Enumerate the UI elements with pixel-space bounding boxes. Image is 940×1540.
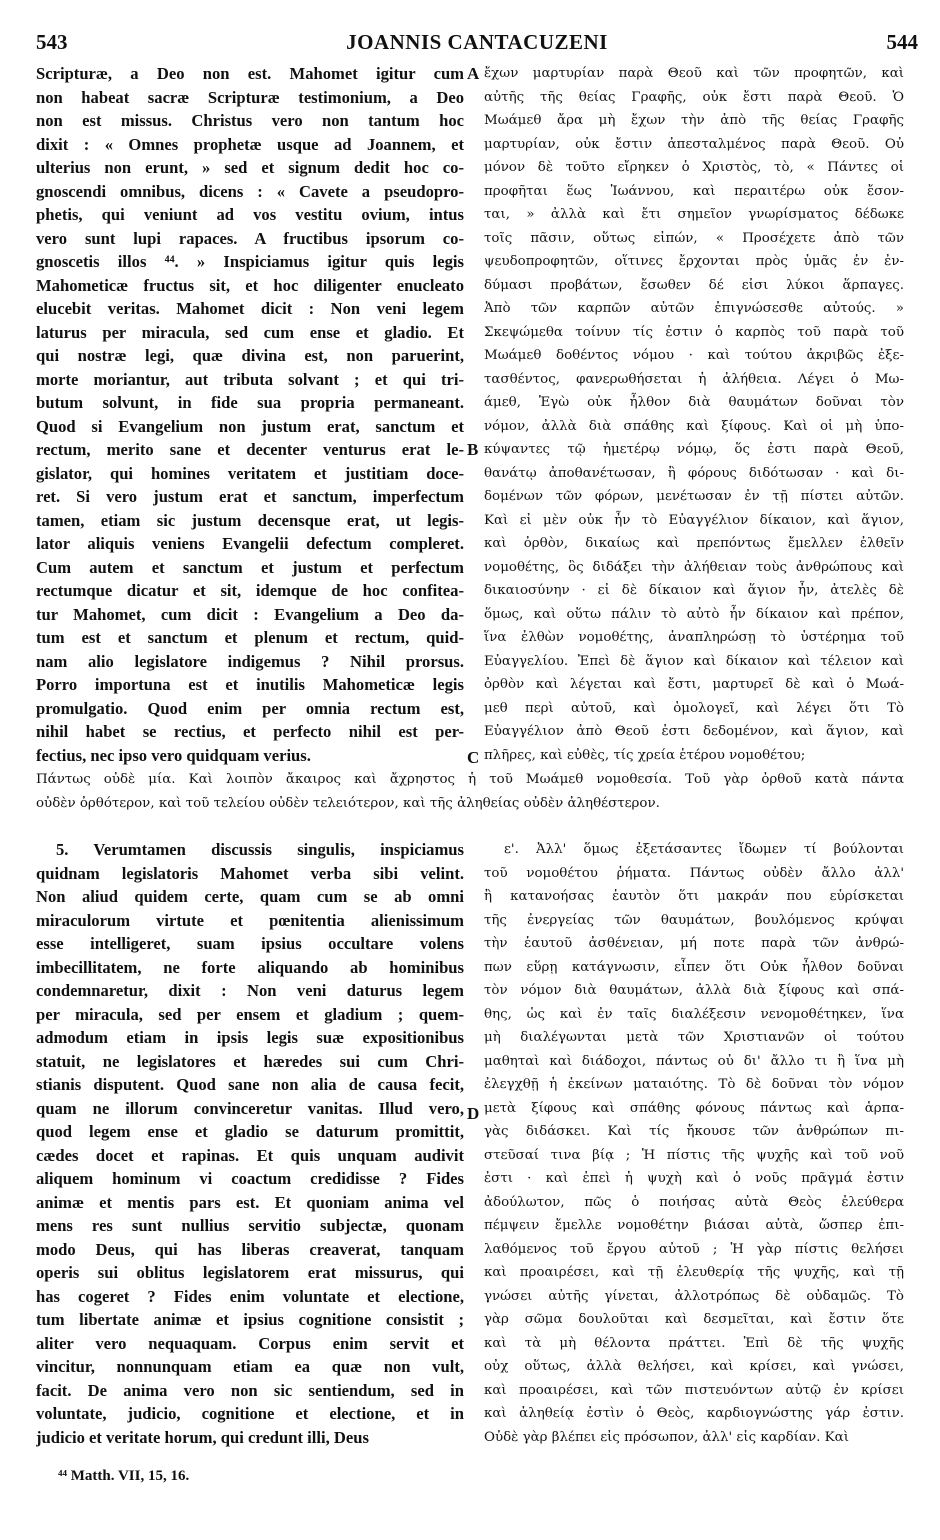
text-line: miraculorum virtute et pœnitentia alienissimum — [36, 910, 464, 930]
text-line: judicio et veritate horum, qui credunt illi, Deus — [36, 1427, 369, 1447]
page-number-right: 544 — [886, 30, 918, 54]
text-line: butum solvunt, in fide sua propria permaneant. — [36, 393, 464, 412]
text-line: τὸν νόμον διὰ θαυμάτων, ἀλλὰ διὰ ξίφους καὶ σπά- — [484, 983, 904, 998]
text-line: Σκεψώμεθα τοίνυν τίς ἐστιν ὁ καρπὸς τοῦ παρὰ τοῦ — [484, 324, 904, 340]
text-line: modo Deus, qui has liberas creaverat, tanquam — [36, 1239, 464, 1259]
margin-marker-b: B — [467, 440, 479, 459]
text-line: θανάτῳ ἀποθανέτωσαν, ἢ φόρους διδότωσαν · καὶ δι- — [484, 465, 904, 481]
text-line: has cogeret ? Fides enim voluntate et electione, — [36, 1286, 464, 1306]
text-line: 5. Verumtamen discussis singulis, inspiciamus — [56, 840, 464, 859]
text-line: αὐτῆς τῆς θείας Γραφῆς, οὐκ ἔστι παρὰ Θεοῦ. Ὁ — [484, 89, 904, 105]
text-line: καὶ τὰ μὴ θέλοντα πράττει. Ἐπὶ δὲ τῆς ψυχῆς — [484, 1335, 904, 1351]
text-line: fectius, nec ipso vero quidquam verius. — [36, 745, 311, 765]
text-line: quod legem ense et gladio se daturum promittit, — [36, 1122, 464, 1141]
text-line: ὀρθὸν καὶ λέγεται καὶ ἔστι, μαρτυρεῖ δὲ καὶ ὁ Μωά- — [484, 677, 904, 692]
text-line: condemnaretur, dixit : Non veni daturus legem — [36, 981, 464, 1000]
text-line: πλῆρες, καὶ εὐθὲς, τίς χρεία ἑτέρου νομοθέτου; — [484, 747, 806, 763]
footnote: ⁴⁴ Matth. VII, 15, 16. — [58, 1468, 190, 1484]
text-line: γνώσει αὐτῆς γίνεται, ἀλλοτρόπως δὲ οὐδαμῶς. Τὸ — [484, 1288, 904, 1304]
text-line: tamen, etiam sic justum decensque erat, ut legis- — [36, 510, 464, 530]
text-line: καὶ προαιρέσει, καὶ τῇ ἐλευθερίᾳ τῆς ψυχῆς, καὶ τῇ — [484, 1265, 904, 1280]
text-line: voluntate, judicio, cognitione et electione, et in — [36, 1404, 464, 1423]
text-line: Εὐαγγέλιον ἀπὸ Θεοῦ ἐστι δεδομένον, καὶ ἅγιον, καὶ — [484, 724, 904, 739]
text-line: μαθηταὶ καὶ διάδοχοι, πάντως οὐ δι' ἄλλο τι ἢ ἵνα μὴ — [484, 1053, 904, 1069]
text-line: elucebit veritas. Mahomet dicit : Non veni legem — [36, 299, 464, 318]
text-line: τῆς ἐνεργείας τῶν θαυμάτων, βουλόμενος κρύψαι — [484, 912, 904, 928]
text-line: καὶ ὀρθὸν, δικαίως καὶ πρεπόντως ἔμελλεν ἐλθεῖν — [484, 536, 904, 551]
margin-marker-a: A — [467, 64, 480, 83]
text-line: ret. Si vero justum erat et sanctum, imperfectum — [36, 487, 464, 506]
text-line: ulterius non erunt, » sed et signum dedit hoc co- — [36, 158, 464, 177]
page-header — [36, 30, 918, 58]
text-line: morte moriantur, aut tributa solvant ; et qui tri- — [36, 369, 464, 389]
text-line: admodum etiam in ipsis legis suæ expositionibus — [36, 1028, 464, 1047]
text-line: τοῖς πᾶσιν, οὕτως εἰπών, « Προσέχετε ἀπὸ τῶν — [484, 230, 904, 246]
text-line: gislator, qui homines veritatem et justitiam doce- — [36, 463, 464, 483]
text-line: quam ne illorum convinceretur vanitas. Illud vero, — [36, 1098, 464, 1118]
text-line: τοῦ νομοθέτου ῥήματα. Πάντως οὐδὲν ἄλλο ἀλλ' — [484, 865, 904, 881]
text-line: stianis disputent. Quod sane non alia de causa fecit, — [36, 1075, 464, 1094]
text-line: gnoscetis illos ⁴⁴. » Inspiciamus igitur quis legis — [36, 252, 464, 271]
text-line: gnoscendi omnibus, dicens : « Cavete a pseudopro- — [36, 181, 464, 201]
text-line: θης, ὡς καὶ ἐν ταῖς διαλέξεσιν νενομοθέτηκεν, ἵνα — [484, 1006, 904, 1022]
text-line: rectum, merito sane et decenter venturus erat le- — [36, 440, 464, 459]
text-line: quidnam legislatoris Mahomet verba sibi velint. — [36, 863, 464, 883]
margin-marker-c: C — [467, 748, 480, 767]
text-line: δικαιοσύνην · εἰ δὲ δίκαιον καὶ ἅγιον ἦν, ἀτελὲς δὲ — [484, 583, 904, 598]
running-title: JOANNIS CANTACUZENI — [346, 30, 608, 54]
text-line: άμεθ, Ἐγὼ οὐκ ἦλθον διὰ θαυμάτων δοῦναι τὸν — [484, 395, 904, 410]
text-line: μετὰ ξίφους καὶ σπάθης φόνους πάντως καὶ ἁρπα- — [484, 1100, 904, 1116]
text-line: πέμψειν ἔμελλε νομοθέτην βιάσαι αὐτὰ, ὥσπερ ἐπι- — [484, 1218, 904, 1233]
text-line: statuit, ne legislatores et hæredes sui cum Chri- — [36, 1051, 464, 1071]
text-line: γὰρ σῶμα δουλοῦται καὶ δεσμεῖται, καὶ ἔστιν ὅτε — [484, 1312, 904, 1327]
text-line: nam alio legislatore indigemus ? Nihil prorsus. — [36, 651, 464, 671]
text-line: Cum autem et sanctum et justum et perfectum — [36, 557, 464, 577]
text-line: operis sui oblitus legislatorem erat missurus, qui — [36, 1263, 464, 1282]
greek-full-width-text — [36, 768, 904, 815]
text-line: mens res sunt nullius servitio subjectæ, quonam — [36, 1216, 464, 1235]
text-line: γὰς διδάσκει. Καὶ τίς ἤκουσε τῶν ἀνθρώπων πι- — [484, 1124, 904, 1139]
text-line: Πάντως οὐδὲ μία. Καὶ λοιπὸν ἄκαιρος καὶ ἄχρηστος ἡ τοῦ Μωάμεθ νομοθεσία. Τοῦ γὰρ ὀρθοῦ κατὰ πάντα — [36, 772, 904, 787]
text-line: aliter vero nequaquam. Corpus enim servit et — [36, 1333, 464, 1353]
text-line: τὴν ἑαυτοῦ ἀσθένειαν, μή ποτε παρὰ τῶν ἀνθρώ- — [484, 936, 904, 951]
text-line: esse intelligeret, suam ipsius occultare volens — [36, 934, 464, 953]
text-line: laturus per miracula, sed cum ense et gladio. Et — [36, 322, 464, 342]
text-line: Non aliud quidem certe, quam cum se ab omni — [36, 887, 464, 906]
text-line: nihil habet se rectius, et perfecto nihil est per- — [36, 722, 464, 741]
text-line: vincitur, nonnunquam etiam ea quæ non vult, — [36, 1357, 464, 1376]
text-line: lator aliquis veniens Evangelii defectum compleret. — [36, 534, 464, 553]
text-line: νομοθέτης, ὃς διδάξει τὴν ἀλήθειαν τοὺς ἀνθρώπους καὶ — [484, 559, 904, 575]
text-line: Mahometicæ fructus sit, et hoc diligenter enucleato — [36, 275, 464, 295]
text-line: οὐδὲν ὀρθότερον, καὶ τοῦ τελείου οὐδὲν τελειότερον, καὶ τῆς ἀληθείας οὐδὲν ἀληθέστερον. — [36, 795, 660, 811]
text-line: κύψαντες τῷ ἡμετέρῳ νόμῳ, ὅς ἐστι παρὰ Θεοῦ, — [484, 442, 904, 457]
text-line: aliquem hominum vi coactum credidisse ? Fides — [36, 1169, 464, 1188]
text-line: ὅμως, καὶ οὕτω πάλιν τὸ αὐτὸ ἦν δίκαιον καὶ πρέπον, — [484, 606, 904, 622]
text-line: καὶ ἀληθείᾳ ἐστὶν ὁ Θεὸς, καρδιογνώστης γάρ ἐστιν. — [484, 1406, 904, 1421]
greek-column-lower — [484, 838, 904, 1449]
text-line: τασθέντος, φανερωθήσεται ἡ ἀλήθεια. Λέγει ὁ Μω- — [484, 371, 904, 387]
text-line: dixit : « Omnes prophetæ usque ad Joannem, et — [36, 134, 464, 154]
text-line: Εὐαγγελίου. Ἐπεὶ δὲ ἅγιον καὶ δίκαιον καὶ τέλειον καὶ — [484, 653, 904, 669]
text-line: ἐστι · καὶ ἐπεὶ ἡ ψυχὴ καὶ ὁ νοῦς πρᾶγμά ἐστιν — [484, 1171, 904, 1186]
text-line: tur Mahomet, cum dicit : Evangelium a Deo da- — [36, 604, 464, 624]
text-line: ἀδούλωτον, πῶς ὁ ποιήσας αὐτὰ Θεὸς ἐλεύθερα — [484, 1194, 904, 1210]
text-line: δύμασι προβάτων, ἔσωθεν δέ εἰσι λύκοι ἅρπαγες. — [484, 277, 904, 293]
text-line: Καὶ εἰ μὲν οὐκ ἦν τὸ Εὐαγγέλιον δίκαιον, καὶ ἅγιον, — [484, 512, 904, 528]
text-line: μὴ διαλέγωνται μετὰ τῶν Χριστιανῶν οἱ τούτου — [484, 1030, 904, 1045]
text-line: imbecillitatem, ne forte aliquando ab hominibus — [36, 957, 464, 977]
text-line: rectumque dicatur et sit, idemque de hoc confitea- — [36, 581, 464, 600]
text-line: οὐχ οὕτως, ἀλλὰ θελήσει, καὶ κρίσει, καὶ γνώσει, — [484, 1359, 904, 1374]
text-line: vero sunt lupi rapaces. A fructibus ipsorum co- — [36, 228, 464, 248]
text-line: phetis, qui veniunt ad vos vestitu ovium, intus — [36, 205, 464, 224]
text-line: μεθ περὶ αὐτοῦ, καὶ ὁμολογεῖ, καὶ λέγει ὅτι Τὸ — [484, 700, 904, 716]
text-line: non est missus. Christus vero non tantum hoc — [36, 111, 464, 130]
text-line: non habeat sacræ Scripturæ testimonium, a Deo — [36, 87, 464, 107]
text-line: καὶ προαιρέσει, καὶ τῶν πιστευόντων αὐτῷ ἐν κρίσει — [484, 1382, 904, 1398]
text-line: tum est et sanctum et plenum et rectum, quid- — [36, 628, 464, 647]
greek-column-upper — [484, 62, 904, 767]
text-line: στεῦσαί τινα βίᾳ ; Ἡ πίστις τῆς ψυχῆς καὶ τοῦ νοῦ — [484, 1147, 904, 1163]
text-line: tum libertate animæ et ipsius cognitione consistit ; — [36, 1310, 464, 1329]
text-line: ἐλεγχθῇ ἡ ἐκείνων ματαιότης. Τὸ δὲ δοῦναι τὸν νόμον — [484, 1077, 904, 1092]
text-line: ἢ κατανοήσας ἑαυτὸν ὅτι μακράν που εὑρίσκεται — [484, 889, 904, 904]
text-line: promulgatio. Quod enim per omnia rectum est, — [36, 698, 464, 718]
page-number-left: 543 — [36, 30, 68, 54]
text-line: νόμον, ἀλλὰ διὰ σπάθης καὶ ξίφους. Καὶ οἱ μὴ ὑπο- — [484, 418, 904, 434]
text-line: cædes docet et rapinas. Et quis unquam audivit — [36, 1145, 464, 1165]
text-line: μόνον δὲ τοῦτο εἴρηκεν ὁ Χριστὸς, τὸ, « Πάντες οἱ — [484, 160, 904, 175]
text-line: Μωάμεθ ἄρα μὴ ἔχων τὴν ἀπὸ τῆς θείας Γραφῆς — [484, 113, 904, 128]
text-line: Porro importuna est et inutilis Mahometicæ legis — [36, 675, 464, 694]
text-line: προφῆται ἕως Ἰωάννου, καὶ περαιτέρω οὐκ ἔσον- — [484, 183, 904, 199]
text-line: Μωάμεθ δοθέντος νόμου · καὶ τούτου ἀκριβῶς ἐξε- — [484, 348, 904, 363]
text-line: Quod si Evangelium non justum erat, sanctum et — [36, 416, 464, 436]
text-line: facit. De anima vero non sic sentiendum, sed in — [36, 1380, 464, 1400]
text-line: animæ et mentis pars est. Et quoniam anima vel — [36, 1192, 464, 1212]
text-line: Ἀπὸ τῶν καρπῶν αὐτῶν ἐπιγνώσεσθε αὐτούς. » — [484, 301, 904, 316]
text-line: Οὐδὲ γὰρ βλέπει εἰς πρόσωπον, ἀλλ' εἰς καρδίαν. Καὶ — [484, 1429, 849, 1445]
text-line: λαθόμενος τοῦ ἔργου αὐτοῦ ; Ἡ γὰρ πίστις θελήσει — [484, 1241, 904, 1257]
text-line: qui nostræ legi, quæ divina est, non paruerint, — [36, 346, 464, 365]
text-line: per miracula, sed per ensem et gladium ; quem- — [36, 1004, 464, 1024]
latin-column-lower — [36, 838, 464, 1449]
text-line: ἔχων μαρτυρίαν παρὰ Θεοῦ καὶ τῶν προφητῶν, καὶ — [484, 66, 904, 81]
text-line: μαρτυρίαν, οὐκ ἔστιν ἀπεσταλμένος παρὰ Θεοῦ. Οὐ — [484, 136, 904, 152]
margin-marker-d: D — [467, 1104, 480, 1123]
latin-column-upper — [36, 62, 464, 767]
text-line: Scripturæ, a Deo non est. Mahomet igitur cum — [36, 64, 464, 83]
text-line: ἵνα ἐλθὼν νομοθέτης, ἀναπληρώσῃ τὸ ὑστέρημα τοῦ — [484, 630, 904, 645]
text-line: πων εὕρῃ κατάγνωσιν, εἶπεν ὅτι Οὐκ ἦλθον δοῦναι — [484, 959, 904, 975]
text-line: ται, » ἀλλὰ καὶ ἔτι σημεῖον γνωρίσματος δέδωκε — [484, 207, 904, 222]
text-line: ε'. Ἀλλ' ὅμως ἐξετάσαντες ἴδωμεν τί βούλονται — [504, 842, 904, 857]
text-line: δομένων τῶν φόρων, μενέτωσαν ἐν τῇ πίστει αὐτῶν. — [484, 489, 904, 504]
text-line: ψευδοπροφητῶν, οἵτινες ἔρχονται πρὸς ὑμᾶς ἐν ἐν- — [484, 254, 904, 269]
